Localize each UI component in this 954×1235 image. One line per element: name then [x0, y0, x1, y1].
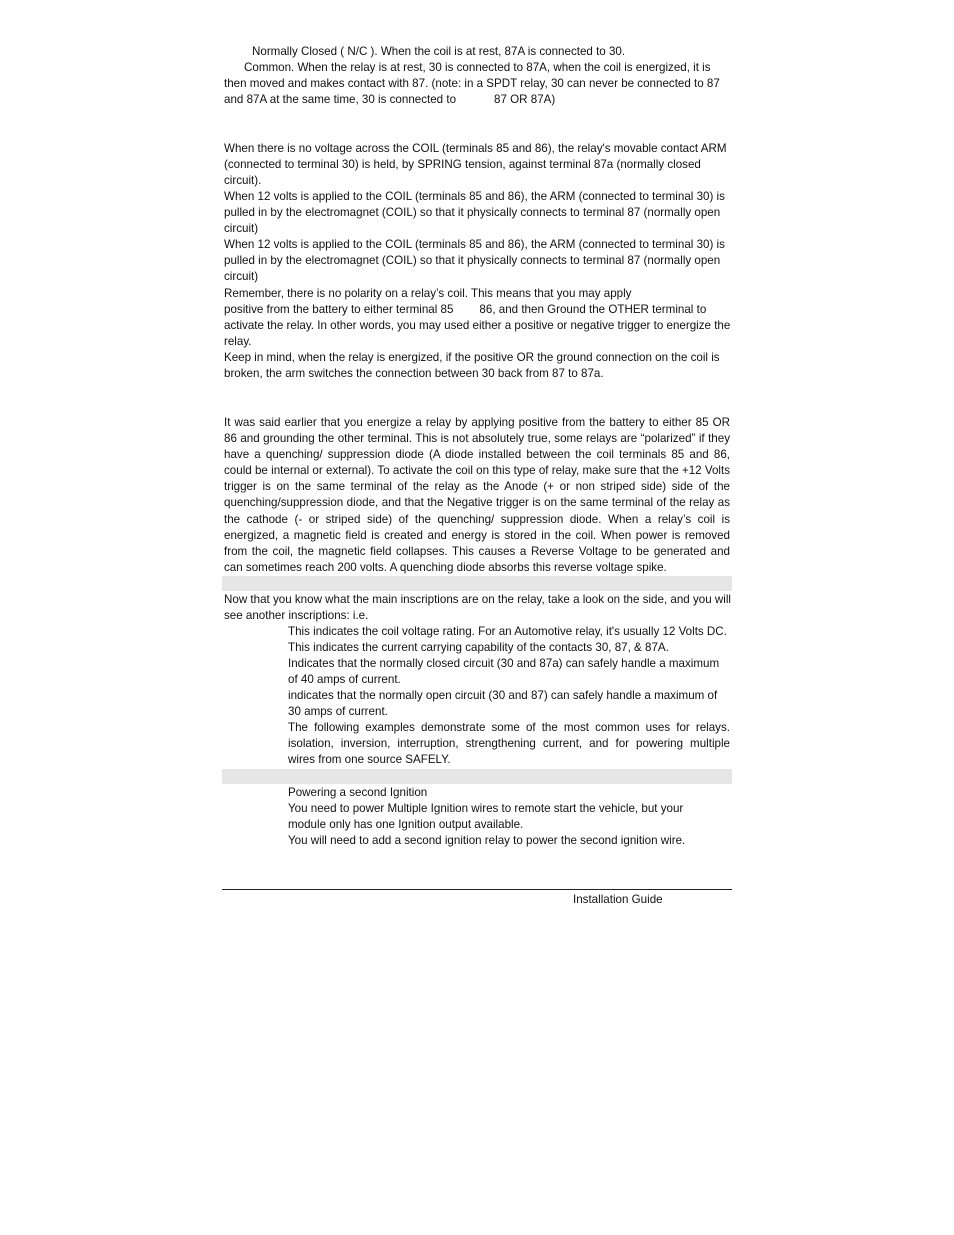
section-shade-band-2	[222, 769, 732, 784]
footer-label: Installation Guide	[573, 893, 663, 906]
keep-in-mind-paragraph: Keep in mind, when the relay is energized, if the positive OR the ground connection on the coil is broken, the arm switches the connection between 30 back from 87 to 87a.	[224, 351, 720, 381]
example-problem: You need to power Multiple Ignition wires to remote start the vehicle, but your module only has one Ignition output available.	[288, 802, 684, 832]
energized-paragraph-1: When 12 volts is applied to the COIL (terminals 85 and 86), the ARM (connected to terminal 30) is pulled in by the electromagnet (COIL) so that it physically connects to terminal 87 (normally open circuit)	[224, 190, 725, 236]
common-description-cont: then moved and makes contact with 87. (note: in a SPDT relay, 30 can never be connected to 87	[224, 77, 720, 90]
relay-uses-paragraph: The following examples demonstrate some of the most common uses for relays. isolation, inversion, interruption, strengthening current, and for powering multiple wires from one source SAFELY.	[288, 721, 730, 767]
common-cont2-a: and 87A at the same time, 30 is connected to	[224, 93, 457, 106]
polarity-line-2-a: positive from the battery to either terminal 85	[224, 303, 454, 316]
polarity-line-1: Remember, there is no polarity on a relay’s coil. This means that you may apply	[224, 287, 632, 300]
inscription-current-capability: This indicates the current carrying capability of the contacts 30, 87, & 87A.	[288, 641, 669, 654]
polarity-rest: activate the relay. In other words, you may used either a positive or negative trigger to energize the relay.	[224, 319, 731, 349]
common-description-cont2	[224, 92, 730, 108]
polarized-relay-paragraph: It was said earlier that you energize a relay by applying positive from the battery to either 85 OR 86 and grounding the other terminal. This is not absolutely true, some relays are “polarized” if they have a quenching/ suppression diode (A diode installed between the coil terminals 85 and 86, could be internal or external). To activate the coil on this type of relay, make sure that the +12 Volts trigger is on the same terminal of the relay as the Anode (+ or non striped side) side of the quenching/suppression diode, and that the Negative trigger is on the same terminal of the relay as the cathode (- or striped side) of the quenching/ suppression diode. When a relay’s coil is energized, a magnetic field is created and energy is stored in the coil. When power is removed from the coil, the magnetic field collapses. This causes a Reverse Voltage to be generated and can sometimes reach 200 volts. A quenching diode absorbs this reverse voltage spike.	[224, 416, 730, 574]
inscription-coil-rating: This indicates the coil voltage rating. For an Automotive relay, it's usually 12 Volts DC.	[288, 625, 727, 638]
example-title: Powering a second Ignition	[288, 786, 428, 799]
inscriptions-intro: Now that you know what the main inscriptions are on the relay, take a look on the side, and you will see another inscriptions: i.e.	[224, 593, 731, 623]
polarity-line-2-b: 86, and then Ground the OTHER terminal to	[479, 303, 707, 316]
nc-description: Normally Closed ( N/C ). When the coil is at rest, 87A is connected to 30.	[252, 45, 626, 58]
example-solution: You will need to add a second ignition relay to power the second ignition wire.	[288, 834, 686, 847]
section-shade-band	[222, 576, 732, 591]
rest-state-paragraph: When there is no voltage across the COIL (terminals 85 and 86), the relay's movable contact ARM (connected to terminal 30) is held, by SPRING tension, against terminal 87a (normally closed circuit).	[224, 142, 727, 188]
inscription-nc-rating: Indicates that the normally closed circuit (30 and 87a) can safely handle a maximum of 40 amps of current.	[288, 657, 720, 687]
common-description: Common. When the relay is at rest, 30 is connected to 87A, when the coil is energized, it is	[244, 61, 711, 74]
common-cont2-b: 87 OR 87A)	[494, 93, 556, 106]
polarity-line-2	[224, 302, 730, 318]
energized-paragraph-2: When 12 volts is applied to the COIL (terminals 85 and 86), the ARM (connected to terminal 30) is pulled in by the electromagnet (COIL) so that it physically connects to terminal 87 (normally open circuit)	[224, 238, 725, 284]
footer-rule	[222, 889, 732, 890]
inscription-no-rating: indicates that the normally open circuit (30 and 87) can safely handle a maximum of 30 amps of current.	[288, 689, 718, 719]
